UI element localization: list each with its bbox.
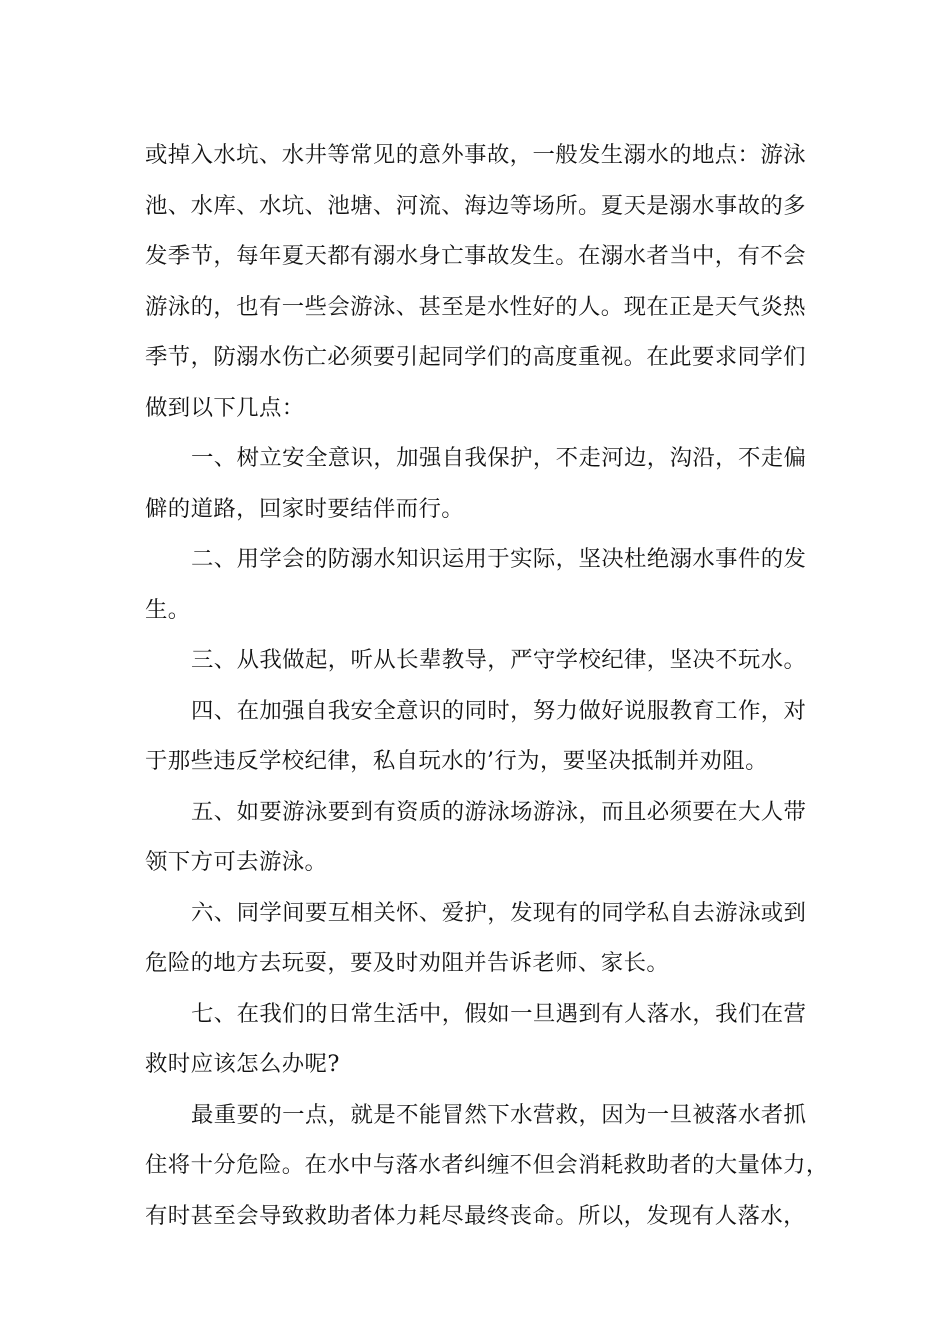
text-line: 危险的地方去玩耍，要及时劝阻并告诉老师、家长。: [145, 950, 670, 976]
text-line: 或掉入水坑、水井等常见的意外事故，一般发生溺水的地点：游泳: [145, 142, 806, 168]
text-line: 一、树立安全意识，加强自我保护，不走河边，沟沿，不走偏: [191, 445, 807, 471]
text-line: 最重要的一点，就是不能冒然下水营救，因为一旦被落水者抓: [191, 1101, 807, 1128]
text-line: 二、用学会的防溺水知识运用于实际，坚决杜绝溺水事件的发: [191, 546, 807, 572]
text-line: 于那些违反学校纪律，私自玩水的’行为，要坚决抵制并劝阻。: [145, 748, 768, 774]
text-line: 住将十分危险。在水中与落水者纠缠不但会消耗救助者的大量体力，: [145, 1152, 829, 1178]
text-line: 僻的道路，回家时要结伴而行。: [145, 495, 465, 522]
text-line: 三、从我做起，听从长辈教导，严守学校纪律，坚决不玩水。: [191, 647, 807, 673]
text-line: 季节，防溺水伤亡必须要引起同学们的高度重视。在此要求同学们: [145, 344, 806, 370]
document-body: [145, 130, 829, 1241]
text-line: 发季节，每年夏天都有溺水身亡事故发生。在溺水者当中，有不会: [145, 243, 806, 269]
text-line: 领下方可去游泳。: [145, 849, 328, 875]
text-line: 生。: [145, 596, 191, 623]
text-line: 救时应该怎么办呢?: [145, 1051, 340, 1077]
text-line: 七、在我们的日常生活中，假如一旦遇到有人落水，我们在营: [191, 1000, 807, 1027]
text-line: 游泳的，也有一些会游泳、甚至是水性好的人。现在正是天气炎热: [145, 293, 806, 320]
text-line: 有时甚至会导致救助者体力耗尽最终丧命。所以，发现有人落水，: [145, 1202, 806, 1229]
text-line: 做到以下几点：: [145, 394, 305, 421]
text-line: 六、同学间要互相关怀、爱护，发现有的同学私自去游泳或到: [191, 899, 807, 926]
text-line: 五、如要游泳要到有资质的游泳场游泳，而且必须要在大人带: [191, 798, 807, 825]
text-line: 四、在加强自我安全意识的同时，努力做好说服教育工作，对: [191, 697, 807, 724]
text-line: 池、水库、水坑、池塘、河流、海边等场所。夏天是溺水事故的多: [145, 192, 806, 219]
